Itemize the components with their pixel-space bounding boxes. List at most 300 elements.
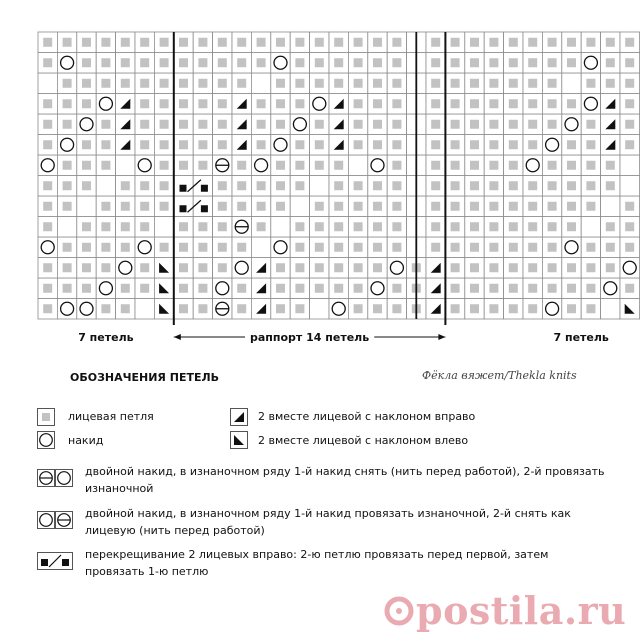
knit-stitch-mark bbox=[548, 284, 557, 293]
knit-stitch-mark bbox=[354, 202, 363, 211]
knit-stitch-mark bbox=[373, 120, 382, 129]
knit-stitch-mark bbox=[354, 263, 363, 272]
knit-stitch-mark bbox=[354, 120, 363, 129]
knit-stitch-mark bbox=[179, 161, 188, 170]
knit-stitch-mark bbox=[431, 79, 440, 88]
knit-stitch-mark bbox=[160, 99, 169, 108]
knit-stitch-mark bbox=[43, 38, 52, 47]
knit-stitch-mark bbox=[567, 181, 576, 190]
knit-stitch-mark bbox=[392, 181, 401, 190]
bracket-arrow-right bbox=[438, 334, 445, 340]
knit-stitch-mark bbox=[373, 140, 382, 149]
knit-stitch-mark bbox=[121, 38, 130, 47]
knit-stitch-mark bbox=[606, 38, 615, 47]
knit-stitch-mark bbox=[373, 222, 382, 231]
knit-stitch-mark bbox=[237, 161, 246, 170]
knit-stitch-mark bbox=[373, 79, 382, 88]
knit-stitch-mark bbox=[315, 58, 324, 67]
knit-stitch-mark bbox=[489, 243, 498, 252]
chart-cell bbox=[96, 176, 115, 197]
knit-stitch-mark bbox=[218, 79, 227, 88]
knit-stitch-mark bbox=[218, 181, 227, 190]
knit-stitch-mark bbox=[567, 202, 576, 211]
knit-stitch-mark bbox=[179, 304, 188, 313]
knit-stitch-mark bbox=[121, 243, 130, 252]
knit-stitch-mark bbox=[586, 284, 595, 293]
knit-stitch-mark bbox=[101, 120, 110, 129]
chart-cell bbox=[620, 176, 639, 197]
knit-stitch-mark bbox=[392, 284, 401, 293]
knit-stitch-mark bbox=[451, 284, 460, 293]
knit-stitch-mark bbox=[198, 263, 207, 272]
knit-stitch-mark bbox=[82, 263, 91, 272]
knit-stitch-mark bbox=[470, 263, 479, 272]
chart-cell bbox=[348, 155, 367, 176]
knit-stitch-mark bbox=[121, 181, 130, 190]
knit-stitch-mark bbox=[586, 181, 595, 190]
knit-stitch-mark bbox=[373, 58, 382, 67]
knit-stitch-mark bbox=[257, 120, 266, 129]
knit-stitch-mark bbox=[509, 120, 518, 129]
knit-stitch-mark bbox=[392, 202, 401, 211]
knit-stitch-mark bbox=[431, 38, 440, 47]
knit-stitch-mark bbox=[528, 120, 537, 129]
knit-stitch-mark bbox=[567, 99, 576, 108]
knit-stitch-mark bbox=[218, 222, 227, 231]
knit-stitch-mark bbox=[470, 243, 479, 252]
knit-stitch-mark bbox=[606, 161, 615, 170]
knit-stitch-mark bbox=[392, 161, 401, 170]
knit-stitch-mark bbox=[160, 140, 169, 149]
knit-stitch-mark bbox=[295, 243, 304, 252]
knit-stitch-mark bbox=[509, 181, 518, 190]
knit-stitch-mark bbox=[451, 38, 460, 47]
knit-stitch-mark bbox=[198, 58, 207, 67]
knit-stitch-mark bbox=[82, 243, 91, 252]
knit-stitch-mark bbox=[451, 161, 460, 170]
knit-stitch-mark bbox=[198, 243, 207, 252]
knit-stitch-mark bbox=[121, 58, 130, 67]
knit-stitch-mark bbox=[586, 38, 595, 47]
knit-stitch-mark bbox=[140, 263, 149, 272]
knit-stitch-mark bbox=[43, 120, 52, 129]
knit-stitch-mark bbox=[82, 161, 91, 170]
knit-stitch-mark bbox=[198, 304, 207, 313]
knit-stitch-mark bbox=[295, 161, 304, 170]
knit-stitch-mark bbox=[354, 243, 363, 252]
knit-stitch-mark bbox=[470, 79, 479, 88]
knit-stitch-mark bbox=[82, 140, 91, 149]
knit-stitch-mark bbox=[276, 181, 285, 190]
knit-stitch-mark bbox=[198, 140, 207, 149]
knit-stitch-mark bbox=[431, 181, 440, 190]
knit-stitch-mark bbox=[101, 304, 110, 313]
cross-mark bbox=[180, 205, 187, 212]
knit-stitch-mark bbox=[392, 99, 401, 108]
cross-mark bbox=[201, 185, 208, 192]
chart-cell bbox=[135, 299, 154, 320]
cross-mark bbox=[180, 185, 187, 192]
k2tog-left-icon bbox=[230, 431, 248, 449]
knit-stitch-mark bbox=[63, 99, 72, 108]
knit-stitch-mark bbox=[392, 222, 401, 231]
knit-stitch-mark bbox=[625, 140, 634, 149]
cross-mark bbox=[201, 205, 208, 212]
knit-stitch-mark bbox=[548, 99, 557, 108]
legend-k2tog-left-label: 2 вместе лицевой с наклоном влево bbox=[258, 434, 469, 447]
knit-stitch-mark bbox=[237, 284, 246, 293]
knit-stitch-mark bbox=[295, 222, 304, 231]
knit-stitch-mark bbox=[392, 58, 401, 67]
knit-stitch-mark bbox=[121, 304, 130, 313]
knit-stitch-mark bbox=[586, 140, 595, 149]
knit-stitch-mark bbox=[334, 181, 343, 190]
knit-stitch-mark bbox=[218, 202, 227, 211]
knit-stitch-mark bbox=[140, 99, 149, 108]
k2tog-right-icon bbox=[230, 408, 248, 426]
knit-stitch-mark bbox=[528, 243, 537, 252]
knit-stitch-mark bbox=[431, 222, 440, 231]
knit-stitch-mark bbox=[140, 38, 149, 47]
knit-stitch-mark bbox=[606, 243, 615, 252]
knit-stitch-mark bbox=[63, 263, 72, 272]
knit-stitch-mark bbox=[489, 222, 498, 231]
knit-stitch-mark bbox=[451, 202, 460, 211]
knit-stitch-mark bbox=[354, 222, 363, 231]
knit-stitch-mark bbox=[218, 38, 227, 47]
knit-stitch-mark bbox=[392, 38, 401, 47]
knit-stitch-mark bbox=[198, 99, 207, 108]
knit-stitch-mark bbox=[101, 243, 110, 252]
knit-stitch-mark bbox=[295, 181, 304, 190]
legend-k2tog-right-label: 2 вместе лицевой с наклоном вправо bbox=[258, 410, 476, 423]
knit-stitch-mark bbox=[548, 79, 557, 88]
double-yo-slip-first-icon bbox=[37, 469, 73, 487]
knit-stitch-mark bbox=[315, 202, 324, 211]
knit-stitch-mark bbox=[509, 304, 518, 313]
knit-stitch-mark bbox=[295, 79, 304, 88]
knit-stitch-mark bbox=[625, 99, 634, 108]
knit-stitch-mark bbox=[140, 202, 149, 211]
knit-stitch-mark bbox=[586, 120, 595, 129]
knit-stitch-mark bbox=[140, 140, 149, 149]
knit-stitch-mark bbox=[63, 243, 72, 252]
chart-cell bbox=[57, 217, 76, 238]
knit-stitch-mark bbox=[237, 79, 246, 88]
knit-stitch-mark bbox=[548, 222, 557, 231]
knit-stitch-mark bbox=[489, 99, 498, 108]
knit-stitch-mark bbox=[625, 243, 634, 252]
knit-stitch-mark bbox=[198, 284, 207, 293]
chart-cell bbox=[251, 278, 270, 299]
knit-stitch-mark bbox=[354, 181, 363, 190]
knit-stitch-mark bbox=[276, 263, 285, 272]
knit-stitch-mark bbox=[567, 161, 576, 170]
knit-stitch-mark bbox=[121, 202, 130, 211]
knit-stitch-mark bbox=[198, 38, 207, 47]
knit-stitch-mark bbox=[276, 304, 285, 313]
knit-stitch-mark bbox=[237, 58, 246, 67]
knit-stitch-mark bbox=[509, 222, 518, 231]
knit-stitch-mark bbox=[354, 99, 363, 108]
knit-stitch-mark bbox=[334, 284, 343, 293]
knit-stitch-mark bbox=[470, 222, 479, 231]
knit-stitch-mark bbox=[470, 99, 479, 108]
knit-stitch-mark bbox=[373, 243, 382, 252]
knit-stitch-mark bbox=[295, 304, 304, 313]
knit-stitch-mark bbox=[257, 202, 266, 211]
knit-stitch-mark bbox=[257, 181, 266, 190]
chart-cell bbox=[38, 73, 57, 94]
chart-cell bbox=[77, 196, 96, 217]
knit-stitch-mark bbox=[43, 181, 52, 190]
knit-stitch-mark bbox=[276, 284, 285, 293]
knit-stitch-mark bbox=[586, 243, 595, 252]
knit-stitch-mark bbox=[334, 38, 343, 47]
knit-stitch-mark bbox=[179, 79, 188, 88]
knit-stitch-mark bbox=[528, 99, 537, 108]
knit-stitch-mark bbox=[451, 120, 460, 129]
knit-stitch-mark bbox=[451, 222, 460, 231]
knit-stitch-mark bbox=[431, 243, 440, 252]
knit-stitch-mark bbox=[373, 263, 382, 272]
knit-stitch-mark bbox=[509, 243, 518, 252]
knit-stitch-mark bbox=[160, 202, 169, 211]
knit-stitch-mark bbox=[528, 79, 537, 88]
knit-stitch-mark bbox=[392, 243, 401, 252]
knit-stitch-mark bbox=[528, 58, 537, 67]
knit-stitch-mark bbox=[567, 38, 576, 47]
knit-stitch-mark bbox=[160, 120, 169, 129]
knit-stitch-mark bbox=[160, 243, 169, 252]
knit-stitch-mark bbox=[567, 284, 576, 293]
knit-stitch-mark bbox=[625, 79, 634, 88]
left-edge-label: 7 петель bbox=[78, 331, 134, 344]
knit-stitch-mark bbox=[334, 161, 343, 170]
knit-stitch-mark bbox=[160, 38, 169, 47]
knit-stitch-mark bbox=[373, 99, 382, 108]
knit-stitch-mark bbox=[257, 38, 266, 47]
knit-stitch-mark bbox=[528, 202, 537, 211]
chart-cell bbox=[116, 155, 135, 176]
knit-stitch-mark bbox=[218, 58, 227, 67]
knit-stitch-mark bbox=[606, 79, 615, 88]
knit-stitch-mark bbox=[140, 120, 149, 129]
knit-stitch-mark bbox=[528, 38, 537, 47]
knit-stitch-mark bbox=[528, 304, 537, 313]
knit-stitch-mark bbox=[179, 222, 188, 231]
knit-stitch-mark bbox=[43, 263, 52, 272]
knit-stitch-mark bbox=[237, 202, 246, 211]
knit-stitch-mark bbox=[140, 222, 149, 231]
knit-stitch-mark bbox=[431, 120, 440, 129]
knit-stitch-mark bbox=[82, 79, 91, 88]
knit-stitch-mark bbox=[140, 79, 149, 88]
chart-cell bbox=[154, 217, 173, 238]
knit-stitch-mark bbox=[334, 243, 343, 252]
knit-stitch-mark bbox=[489, 284, 498, 293]
knit-stitch-mark bbox=[625, 222, 634, 231]
knit-stitch-mark bbox=[276, 120, 285, 129]
knit-stitch-mark bbox=[528, 284, 537, 293]
knit-stitch-mark bbox=[179, 243, 188, 252]
knit-stitch-mark bbox=[509, 58, 518, 67]
chart-cell bbox=[271, 217, 290, 238]
knit-stitch-mark bbox=[548, 243, 557, 252]
knit-stitch-mark bbox=[82, 58, 91, 67]
knit-stitch-mark bbox=[237, 38, 246, 47]
knit-stitch-mark bbox=[470, 58, 479, 67]
knit-stitch-mark bbox=[218, 120, 227, 129]
knit-stitch-mark bbox=[528, 140, 537, 149]
knit-stitch-mark bbox=[548, 38, 557, 47]
knit-stitch-mark bbox=[179, 120, 188, 129]
knit-stitch-mark bbox=[237, 243, 246, 252]
legend-double-yo-1-label: двойной накид, в изнаночном ряду 1-й накид снять (нить перед работой), 2-й провязать изнаночной bbox=[85, 465, 605, 495]
knit-stitch-mark bbox=[431, 99, 440, 108]
knit-stitch-mark bbox=[82, 99, 91, 108]
legend-double-yo-2-label: двойной накид, в изнаночном ряду 1-й накид провязать изнаночной, 2-й снять как лицевую (нить перед работой) bbox=[85, 507, 571, 537]
knit-stitch-mark bbox=[334, 79, 343, 88]
knit-stitch-mark bbox=[489, 161, 498, 170]
knit-stitch-mark bbox=[43, 304, 52, 313]
knit-stitch-mark bbox=[140, 284, 149, 293]
knit-stitch-mark bbox=[315, 243, 324, 252]
knit-stitch-mark bbox=[489, 181, 498, 190]
knit-stitch-mark bbox=[121, 222, 130, 231]
knit-stitch-mark bbox=[295, 99, 304, 108]
knit-stitch-mark bbox=[392, 140, 401, 149]
knit-stitch-mark bbox=[470, 202, 479, 211]
knit-stitch-mark bbox=[373, 181, 382, 190]
knit-stitch-mark bbox=[451, 263, 460, 272]
knit-stitch-mark bbox=[315, 140, 324, 149]
knit-stitch-mark bbox=[257, 99, 266, 108]
knit-stitch-mark bbox=[431, 161, 440, 170]
knit-stitch-mark bbox=[451, 304, 460, 313]
knit-stitch-mark bbox=[218, 140, 227, 149]
knit-stitch-mark bbox=[586, 263, 595, 272]
knit-stitch-icon bbox=[37, 408, 55, 426]
knit-stitch-mark bbox=[489, 140, 498, 149]
knit-stitch-mark bbox=[528, 181, 537, 190]
knit-stitch-mark bbox=[198, 222, 207, 231]
chart-cell bbox=[290, 196, 309, 217]
chart-cell bbox=[251, 237, 270, 258]
knit-stitch-mark bbox=[237, 181, 246, 190]
yarn-over-icon bbox=[37, 431, 55, 449]
knit-stitch-mark bbox=[354, 58, 363, 67]
knit-stitch-mark bbox=[315, 38, 324, 47]
knit-stitch-mark bbox=[509, 284, 518, 293]
knit-stitch-mark bbox=[373, 304, 382, 313]
knit-stitch-mark bbox=[101, 202, 110, 211]
chart-cell bbox=[601, 299, 620, 320]
knit-stitch-mark bbox=[63, 120, 72, 129]
knit-stitch-mark bbox=[431, 58, 440, 67]
knit-stitch-mark bbox=[101, 140, 110, 149]
knit-stitch-mark bbox=[257, 140, 266, 149]
knit-stitch-mark bbox=[43, 202, 52, 211]
knit-stitch-mark bbox=[101, 38, 110, 47]
knit-stitch-mark bbox=[315, 161, 324, 170]
knit-stitch-mark bbox=[606, 263, 615, 272]
knit-stitch-mark bbox=[63, 161, 72, 170]
legend-knit-label: лицевая петля bbox=[68, 410, 154, 423]
knit-stitch-mark bbox=[431, 202, 440, 211]
knit-stitch-mark bbox=[509, 263, 518, 272]
chart-cell bbox=[562, 73, 581, 94]
knit-stitch-mark bbox=[548, 202, 557, 211]
knit-stitch-mark bbox=[101, 58, 110, 67]
knit-stitch-mark bbox=[489, 202, 498, 211]
knit-stitch-mark bbox=[548, 161, 557, 170]
knit-stitch-mark bbox=[392, 304, 401, 313]
knit-stitch-mark bbox=[586, 304, 595, 313]
knit-stitch-mark bbox=[82, 181, 91, 190]
knit-stitch-mark bbox=[354, 140, 363, 149]
knit-stitch-mark bbox=[198, 161, 207, 170]
knit-stitch-mark bbox=[198, 79, 207, 88]
knit-stitch-mark bbox=[179, 99, 188, 108]
knit-stitch-mark bbox=[586, 202, 595, 211]
knit-stitch-mark bbox=[121, 284, 130, 293]
knit-stitch-mark bbox=[470, 120, 479, 129]
knit-stitch-mark bbox=[218, 263, 227, 272]
knit-stitch-mark bbox=[548, 120, 557, 129]
knit-stitch-mark bbox=[237, 304, 246, 313]
chart-cell bbox=[251, 299, 270, 320]
knit-stitch-mark bbox=[509, 140, 518, 149]
knit-stitch-mark bbox=[179, 38, 188, 47]
knit-stitch-mark bbox=[179, 58, 188, 67]
knit-stitch-mark bbox=[82, 284, 91, 293]
knit-stitch-mark bbox=[489, 58, 498, 67]
knit-stitch-mark bbox=[392, 79, 401, 88]
knit-stitch-mark bbox=[257, 58, 266, 67]
knit-stitch-mark bbox=[315, 120, 324, 129]
knit-stitch-mark bbox=[101, 161, 110, 170]
knit-stitch-mark bbox=[179, 263, 188, 272]
knit-stitch-mark bbox=[354, 304, 363, 313]
knit-stitch-mark bbox=[315, 222, 324, 231]
postila-logo-icon bbox=[384, 596, 414, 626]
knit-stitch-mark bbox=[451, 181, 460, 190]
knit-stitch-mark bbox=[295, 58, 304, 67]
legend-title: ОБОЗНАЧЕНИЯ ПЕТЕЛЬ bbox=[70, 371, 219, 384]
knit-stitch-mark bbox=[354, 79, 363, 88]
knit-stitch-mark bbox=[101, 222, 110, 231]
knit-stitch-mark bbox=[451, 79, 460, 88]
knit-stitch-mark bbox=[625, 38, 634, 47]
knit-stitch-mark bbox=[218, 243, 227, 252]
knit-stitch-mark bbox=[160, 79, 169, 88]
knit-stitch-mark bbox=[489, 120, 498, 129]
knit-stitch-mark bbox=[295, 38, 304, 47]
knit-stitch-mark bbox=[625, 284, 634, 293]
chart-cell bbox=[251, 73, 270, 94]
knit-stitch-mark bbox=[373, 202, 382, 211]
knit-stitch-mark bbox=[334, 58, 343, 67]
knit-stitch-mark bbox=[315, 263, 324, 272]
knit-stitch-mark bbox=[354, 284, 363, 293]
knit-stitch-mark bbox=[140, 58, 149, 67]
knit-stitch-mark bbox=[179, 284, 188, 293]
knit-stitch-mark bbox=[451, 243, 460, 252]
knit-stitch-mark bbox=[548, 263, 557, 272]
knit-stitch-mark bbox=[334, 263, 343, 272]
knit-stitch-mark bbox=[470, 161, 479, 170]
